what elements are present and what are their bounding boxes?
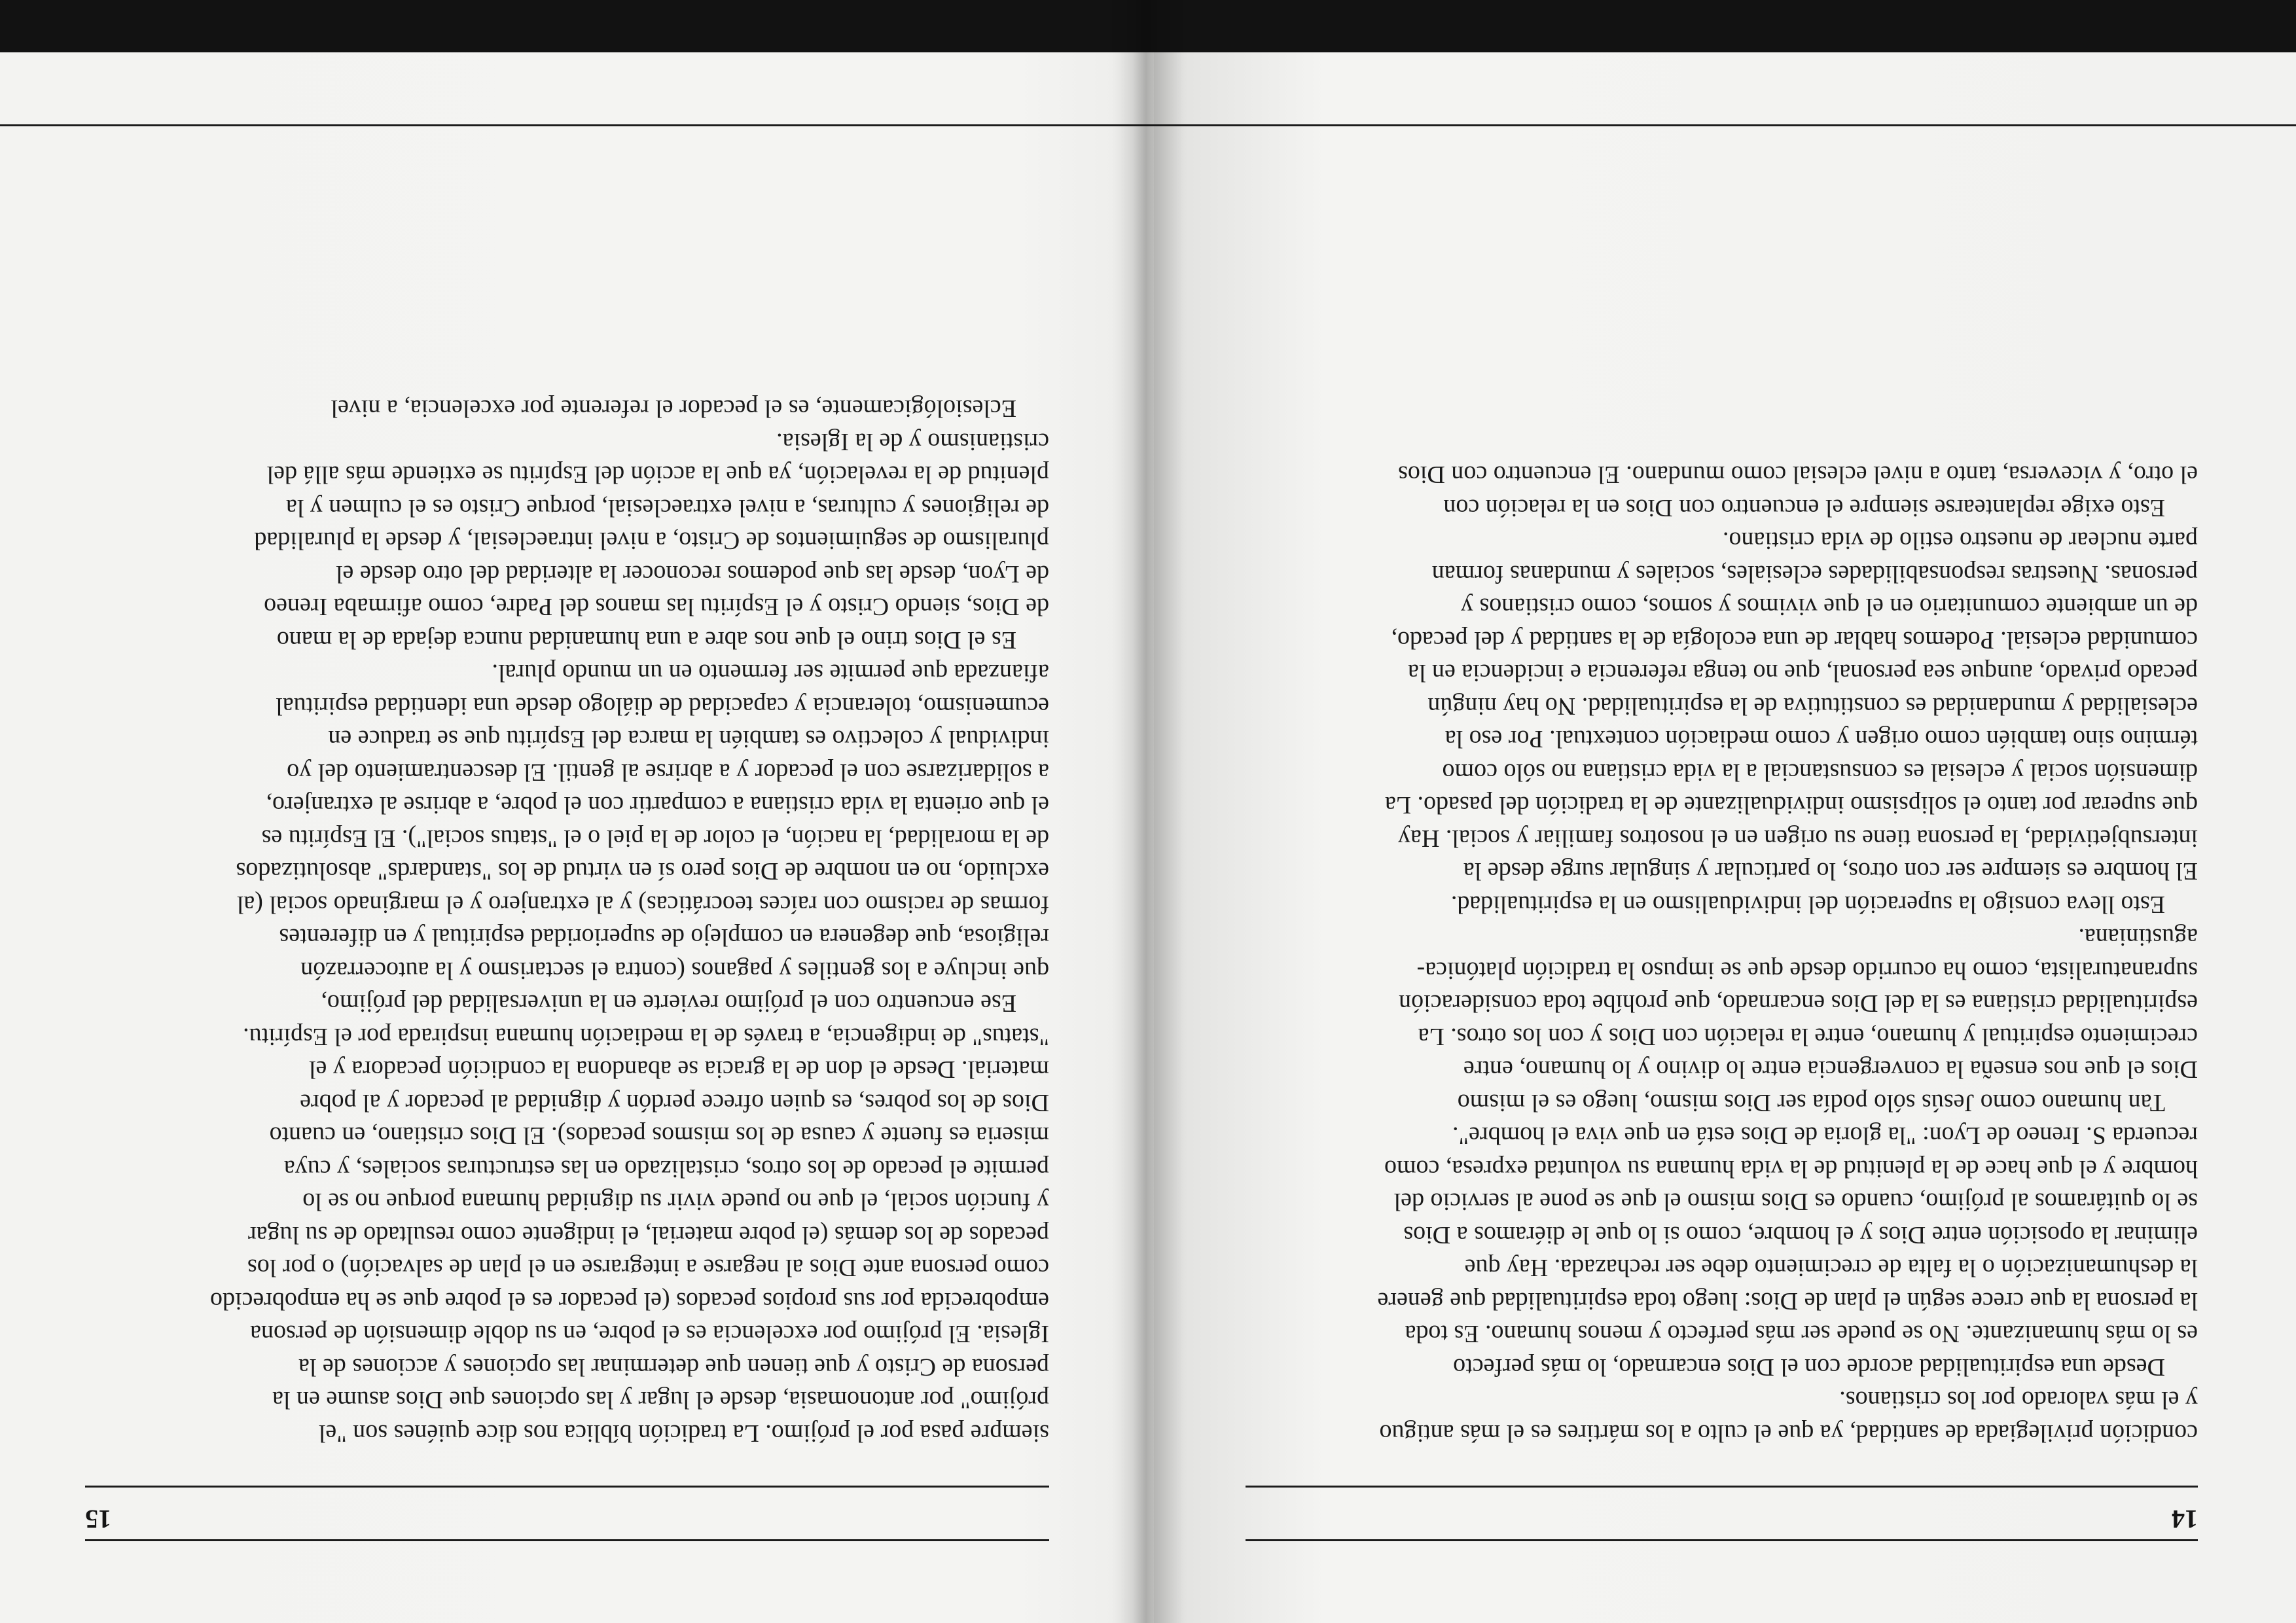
- text-line: eliminar la oposición entre Dios y el hombre, como si lo que le diéramos a Dios: [1403, 1221, 2198, 1249]
- text-line: espiritualidad cristiana es la del Dios encarnado, que prohíbe toda consideración: [1399, 990, 2198, 1018]
- text-line: Dios el que nos enseña la convergencia entre lo divino y lo humano, entre: [1463, 1056, 2198, 1084]
- text-line: comunidad eclesial. Podemos hablar de una ecología de la santidad y del pecado,: [1391, 626, 2198, 654]
- text-line: la deshumanización o la falta de crecimiento debe ser rechazada. Hay que: [1464, 1254, 2198, 1282]
- text-line: excluido, no en nombre de Dios pero sí en virtud de los "standards" absolutizados: [236, 857, 1049, 885]
- text-line: prójimo" por antonomasia, desde el lugar y las opciones que Dios asume en la: [272, 1386, 1049, 1414]
- text-line: hombre y el que hace de la plenitud de la vida humana su voluntad expresa, como: [1384, 1155, 2198, 1183]
- text-line: siempre pasa por el prójimo. La tradición bíblica nos dice quiénes son "el: [318, 1419, 1049, 1447]
- text-line: Es el Dios trino el que nos abre a una humanidad nunca dejada de la mano: [276, 626, 1016, 654]
- text-line: crecimiento espiritual y humano, entre la relación con Dios y con los otros. La: [1418, 1023, 2198, 1050]
- page-15: [0, 52, 1154, 1623]
- text-line: pecados de los demás (el pobre material, el indigente como resultado de su lugar: [247, 1221, 1049, 1249]
- text-line: de Lyon, desde las que podemos reconocer la alteridad del otro desde el: [336, 560, 1049, 588]
- text-line: y función social, el que no puede vivir su dignidad humana porque no se lo: [302, 1188, 1049, 1216]
- text-line: intersubjetividad, la persona tiene su origen en el nosotros familiar y social. Hay: [1398, 825, 2198, 852]
- text-line: Desde una espiritualidad acorde con el Dios encarnado, lo más perfecto: [1453, 1353, 2165, 1381]
- footer-rule: [0, 124, 1154, 126]
- text-line: afianzada que permite ser fermento en un mundo plural.: [492, 659, 1049, 687]
- text-line: de la moralidad, la nación, el color de la piel o el "status social"). El Espíritu es: [261, 825, 1049, 852]
- text-line: de Dios, siendo Cristo y el Espíritu las manos del Padre, como afirmaba Ireneo: [264, 593, 1049, 621]
- text-line: pluralismo de seguimientos de Cristo, a nivel intraeclesial, y desde la pluralidad: [254, 527, 1049, 555]
- text-line: cristianismo y de la Iglesia.: [776, 428, 1049, 455]
- text-line: permite el pecado de los otros, cristalizado en las estructuras sociales, y cuya: [283, 1155, 1049, 1183]
- text-line: formas de racismo con raíces teocráticas) y al extranjero y el marginado social (al: [236, 891, 1049, 918]
- text-line: Eclesiológicamente, es el pecador el referente por excelencia, a nivel: [331, 395, 1016, 423]
- text-line: pecado privado, aunque sea personal, que no tenga referencia e incidencia en la: [1408, 659, 2198, 687]
- text-line: dimensión social y eclesial es consustancial a la vida cristiana no sólo como: [1442, 758, 2198, 786]
- text-line: miseria es fuente y causa de los mismos pecados). El Dios cristiano, en cuanto: [269, 1122, 1049, 1150]
- page-header: [1246, 1450, 2198, 1541]
- text-line: plenitud de la revelación, ya que la acción del Espíritu se extiende más allá del: [266, 461, 1049, 489]
- text-line: recuerda S. Ireneo de Lyon: "la gloria de Dios está en que viva el hombre".: [1452, 1122, 2198, 1150]
- text-line: término sino también como origen y como mediación contextual. Por eso la: [1444, 725, 2198, 753]
- page-14: [1154, 52, 2296, 1623]
- footer-rule: [1154, 124, 2296, 126]
- text-line: de religiones y culturas, a nivel extraeclesial, porque Cristo es el culmen y la: [286, 494, 1049, 522]
- text-line: se lo quitáramos al prójimo, cuando es Dios mismo el que se pone al servicio del: [1393, 1188, 2198, 1216]
- text-line: como persona ante Dios al negarse a integrarse en el plan de salvación) o por los: [247, 1254, 1049, 1282]
- text-line: condición privilegiada de santidad, ya que el culto a los mártires es el más antiguo: [1379, 1419, 2198, 1447]
- page-number: 15: [85, 1505, 111, 1534]
- text-line: personas. Nuestras responsabilidades eclesiales, sociales y mundanas forman: [1431, 560, 2198, 588]
- page-header: [85, 1450, 1049, 1541]
- text-line: "status" de indigencia, a través de la mediación humana inspirada por el Espíritu.: [243, 1023, 1049, 1050]
- text-line: a solidarizarse con el pecador y a abrirse al gentil. El descentramiento del yo: [287, 758, 1049, 786]
- page-number: 14: [2172, 1505, 2198, 1534]
- text-line: empobrecida por sus propios pecados (el pecador es el pobre que se ha empobrecido: [209, 1287, 1049, 1315]
- header-rule: [85, 1486, 1049, 1488]
- text-line: material. Desde el don de la gracia se abandona la condición pecadora y el: [308, 1056, 1049, 1084]
- text-line: religiosa, que degenera en complejo de superioridad espiritual y en diferentes: [279, 923, 1049, 952]
- header-rule: [85, 1539, 1049, 1541]
- text-line: Esto lleva consigo la superación del individualismo en la espiritualidad.: [1450, 891, 2165, 918]
- text-line: Esto exige replantearse siempre el encuentro con Dios en la relación con: [1443, 494, 2165, 522]
- text-line: y el más valorado por los cristianos.: [1839, 1386, 2198, 1414]
- text-line: individual y colectivo es también la marca del Espíritu que se traduce en: [328, 725, 1049, 753]
- text-line: persona de Cristo y que tienen que determinar las opciones y acciones de la: [298, 1353, 1049, 1381]
- text-line: Tan humano como Jesús sólo podía ser Dios mismo, luego es el mismo: [1457, 1089, 2165, 1116]
- page-body: [1246, 458, 2198, 1450]
- text-line: que incluye a los gentiles y paganos (contra el sectarismo y la autocerrazón: [300, 957, 1049, 984]
- page-body: [85, 392, 1049, 1450]
- header-rule: [1246, 1486, 2198, 1488]
- text-line: ecumenismo, tolerancia y capacidad de diálogo desde una identidad espiritual: [276, 692, 1049, 720]
- text-line: agustiniana.: [2078, 923, 2198, 952]
- text-line: el otro, y viceversa, tanto a nivel eclesial como mundano. El encuentro con Dios: [1398, 461, 2198, 489]
- text-line: eclesialidad y mundanidad es constitutiva de la espiritualidad. No hay ningún: [1427, 692, 2198, 720]
- text-line: Iglesia. El prójimo por excelencia es el pobre, en su doble dimensión de persona: [250, 1320, 1049, 1348]
- text-line: parte nuclear de nuestro estilo de vida cristiano.: [1723, 527, 2198, 555]
- header-rule: [1246, 1539, 2198, 1541]
- text-line: es lo más humanizante. No se puede ser más perfecto y menos humano. Es toda: [1405, 1320, 2198, 1348]
- text-line: supranaturalista, como ha ocurrido desde que se impuso la tradición platónica-: [1416, 957, 2198, 984]
- text-line: de un ambiente comunitario en el que vivimos y somos, como cristianos y: [1460, 593, 2198, 621]
- text-line: el que orienta la vida cristiana a compartir con el pobre, a abrirse al extranjero,: [266, 791, 1049, 819]
- text-line: Dios de los pobres, es quien ofrece perdón y dignidad al pecador y al pobre: [300, 1089, 1049, 1116]
- text-line: que superar por tanto el solipsismo individualizante de la tradición del pasado. La: [1384, 791, 2198, 819]
- text-line: Ese encuentro con el prójimo revierte en la universalidad del prójimo,: [321, 990, 1016, 1018]
- text-line: El hombre es siempre ser con otros, lo particular y singular surge desde la: [1463, 857, 2198, 885]
- text-line: la persona la que crece según el plan de Dios: luego toda espiritualidad que genere: [1377, 1287, 2198, 1315]
